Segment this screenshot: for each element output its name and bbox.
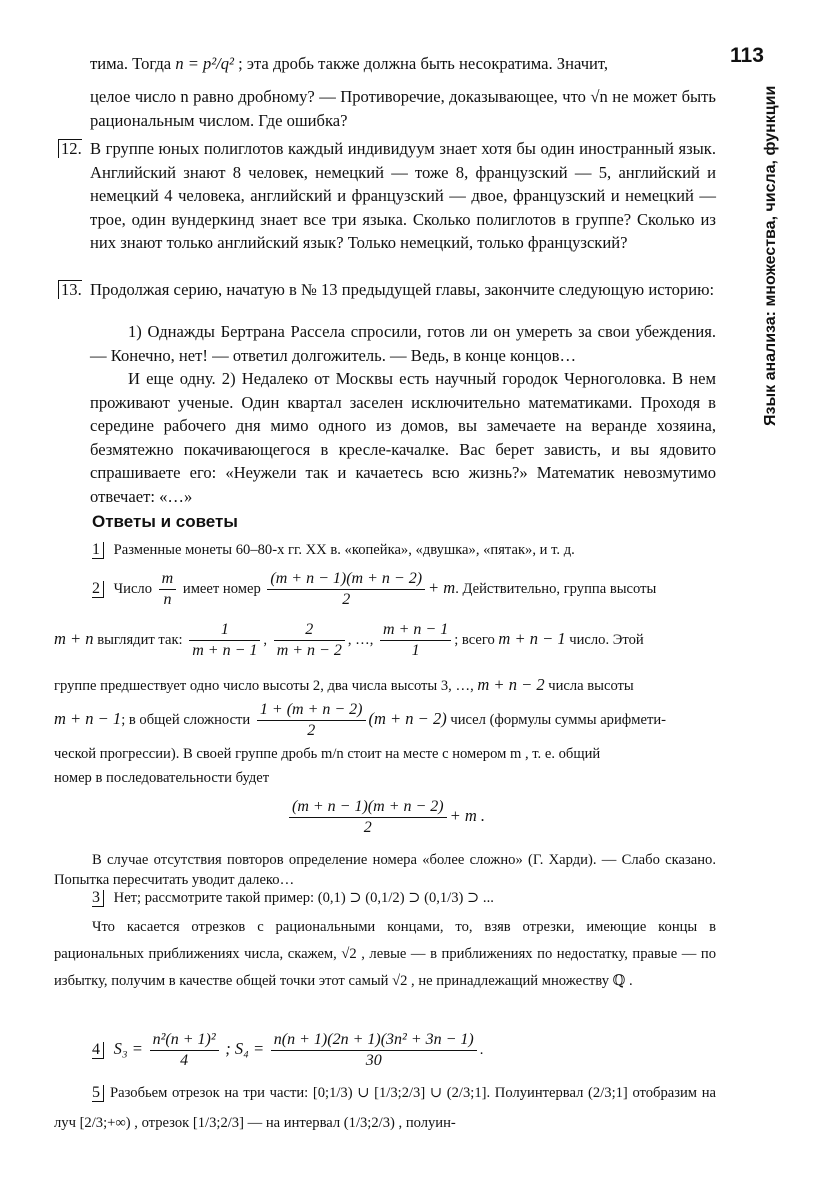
answer-number: 5 (92, 1085, 104, 1102)
fraction: $\frac{m}{n}$ (159, 569, 177, 610)
answer-text: Разобьем отрезок на три части: [0;1/3) ∪ [1/3;2/3] ∪ (2/3;1]. Полуинтервал (2/3;1] отобразим на луч [2/3;+∞) , отрезок [1/3;2/3] — на интервал (1/3;2/3) , полуин- (54, 1085, 716, 1131)
text-fragment: . (479, 1041, 484, 1058)
problem-12-text: В группе юных полиглотов каждый индивидуум знает хотя бы один иностранный язык. Английский знают 8 человек, немецкий — тоже 8, французский — 5, английский и немецкий 4 человека, английский и французский — двое, французский и немецкий — трое, один вундеркинд знает все три языка. Сколько полиглотов в группе? Сколько из них знают только английский язык? Только немецкий, только французский? (90, 139, 716, 252)
answer-3 (92, 889, 494, 907)
problem-number-12: 12. (58, 139, 82, 159)
text-fragment: ; в общей сложности (121, 711, 251, 728)
problem-13-story-1: 1) Однажды Бертрана Рассела спросили, готов ли он умереть за свои убеждения. — Конечно, нет! — ответил долгожитель. — Ведь, в конце концов… (90, 322, 716, 365)
answer-2-line-2: m + n выглядит так: $\frac{1}{m + n - 1}$ , $\frac{2}{m + n - 2}$ , …, $\frac{m + n - 1}{1}$ ; всего m + n − 1 число. Этой (54, 621, 644, 659)
math: S₃ = (113, 1038, 143, 1058)
math: (m + n − 2) (368, 708, 447, 728)
fraction: $\frac{1}{m + n - 1}$ (189, 620, 260, 661)
answer-text: Нет; рассмотрите такой пример: (0,1) ⊃ (0,1/2) ⊃ (0,1/3) ⊃ ... (113, 890, 494, 906)
problem-13-story-2: И еще одну. 2) Недалеко от Москвы есть научный городок Черноголовка. В нем проживают ученые. Один квартал заселен исключительно математиками. Проходя в середине рабочего дня мимо одного из домов, вы замечаете на веранде хозяина, безмятежно покачивающегося в кресле-качалке. Вас берет зависть, и вы ядовито спрашиваете его: «Неужели так и качаетесь всю жизнь?» Математик невозмутимо отвечает: «…» (90, 369, 716, 506)
fraction: $\frac{\text{n²(n + 1)²}}{4}$ (150, 1030, 219, 1071)
top-paragraph: целое число n равно дробному? — Противоречие, доказывающее, что √n не может быть рациональным числом. Где ошибка? (90, 87, 716, 130)
answer-2-line-3 (54, 675, 634, 695)
problem-13-intro: Продолжая серию, начатую в № 13 предыдущей главы, закончите следующую историю: (90, 280, 715, 299)
answer-2-line-4 (54, 700, 666, 741)
top-line-1 (90, 52, 716, 76)
answer-number: 3 (92, 890, 104, 907)
text-fragment: тима. Тогда (90, 54, 172, 73)
page-number: 113 (730, 44, 764, 67)
fraction: $\frac{(m + n - 1)(m + n - 2)}{2}$ (267, 569, 425, 610)
text-fragment: . Действительно, группа высоты (455, 580, 657, 597)
answer-number: 4 (92, 1042, 104, 1059)
text-fragment: Число (113, 580, 153, 597)
math: m + n − 2 (477, 675, 545, 694)
text-fragment: ; эта дробь также должна быть несократима. Значит, (238, 54, 609, 73)
answer-number: 1 (92, 542, 104, 559)
answer-1 (92, 542, 575, 559)
math: m + n − 1 (498, 628, 566, 648)
text-fragment: чисел (формулы суммы арифмети- (450, 711, 667, 728)
fraction: $\frac{m + n - 1}{1}$ (380, 620, 451, 661)
note-paragraph: В случае отсутствия повторов определение номера «более сложно» (Г. Харди). — Слабо сказано. Попытка пересчитать уводит далеко… (54, 852, 716, 888)
text-fragment: ; всего (454, 631, 495, 648)
answer-2-formula (286, 797, 485, 838)
text-fragment: имеет номер (182, 580, 261, 597)
math: ; S₄ = (225, 1038, 265, 1058)
answer-5 (54, 1078, 716, 1138)
math: m + n (54, 628, 94, 648)
answer-4 (92, 1030, 483, 1071)
answer-2-line-5: ческой прогрессии). В своей группе дробь m/n стоит на месте с номером m , т. е. общий (54, 746, 601, 762)
answer-3-paragraph: Что касается отрезков с рациональными концами, то, взяв отрезки, имеющие концы в рациональных приближениях числа, скажем, √2 , левые — в приближениях по недостатку, правые — по избытку, получим в качестве общей точки этот самый √2 , не принадлежащий множеству ℚ . (54, 919, 716, 989)
math: + m (428, 577, 456, 597)
answer-2-line-1 (92, 569, 656, 610)
problem-number-13: 13. (58, 280, 82, 300)
answer-2-line-6: номер в последовательности будет (54, 770, 270, 786)
text-fragment: числа высоты (548, 678, 634, 694)
text-fragment: группе предшествует одно число высоты 2, два числа высоты 3, …, (54, 678, 474, 694)
math: m + n − 1 (54, 708, 122, 728)
text-fragment: выглядит так: (97, 631, 183, 648)
side-header-text: Язык анализа: множества, числа, функции (762, 85, 779, 426)
fraction: $\frac{1 + (m + n - 2)}{2}$ (257, 700, 366, 741)
section-heading: Ответы и советы (92, 512, 238, 531)
answer-text: Разменные монеты 60–80-х гг. XX в. «копейка», «двушка», «пятак», и т. д. (113, 542, 575, 558)
fraction: $\frac{(m + n - 1)(m + n - 2)}{2}$ (289, 797, 447, 838)
answer-number: 2 (92, 581, 104, 598)
fraction: $\frac{2}{m + n - 2}$ (274, 620, 345, 661)
equation: n = p²/q² (175, 54, 234, 73)
math: + m . (449, 806, 486, 826)
fraction: $\frac{\text{n(n + 1)(2n + 1)(3n² + 3n − 1)}}{30}$ (271, 1030, 477, 1071)
text-fragment: число. Этой (569, 631, 644, 648)
